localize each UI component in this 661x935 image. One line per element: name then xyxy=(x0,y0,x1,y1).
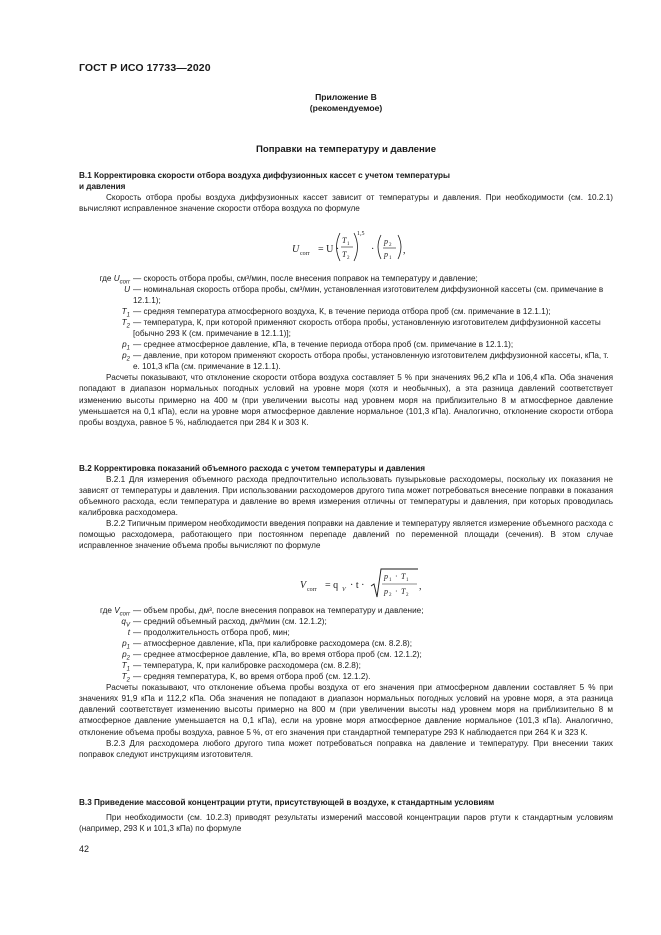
definition-symbol-sub: 2 xyxy=(126,677,130,684)
definition-text: — атмосферное давление, кПа, при калибровке расходомера (см. 8.2.8); xyxy=(133,639,413,649)
definition-symbol-sub: 2 xyxy=(126,356,130,363)
formula-1-eq: = U · xyxy=(318,244,340,255)
definition-text: — среднее атмосферное давление, кПа, во время отбора проб (см. 12.1.2); xyxy=(133,650,422,660)
definition-symbol: V xyxy=(114,606,120,615)
definition-row xyxy=(79,671,613,682)
definition-text: — номинальная скорость отбора пробы, см³/мин, установленная изготовителем диффузионной кассеты (см. примечание в 12.1.1); xyxy=(133,285,604,306)
section-b3 xyxy=(79,797,613,834)
formula-2-comma: , xyxy=(419,581,422,592)
definition-text: — средняя температура, К, во время отбора проб (см. 12.1.2). xyxy=(133,672,371,682)
definition-row xyxy=(79,605,613,616)
appendix-note: (рекомендуемое) xyxy=(309,103,383,113)
formula-2 xyxy=(290,566,440,602)
formula-1-p1-sub: 1 xyxy=(389,256,392,261)
definition-symbol-sub: 1 xyxy=(126,644,130,651)
formula-2-t2: T xyxy=(401,587,406,596)
formula-2-p1: p xyxy=(384,572,388,581)
definition-symbol-sub: 1 xyxy=(126,345,130,352)
definition-symbol: T xyxy=(121,318,127,328)
formula-2-t: · t · xyxy=(350,580,365,591)
formula-2-eq: = q xyxy=(325,580,339,591)
definition-row xyxy=(79,273,613,284)
definition-row xyxy=(79,339,613,350)
definition-symbol-sub: 1 xyxy=(126,666,130,673)
formula-1-p2: p xyxy=(384,237,388,246)
definition-symbol-sub: corr xyxy=(119,611,130,618)
formula-2-p2-sub: 2 xyxy=(389,593,392,598)
definition-symbol: p xyxy=(122,650,127,660)
formula-1-exponent: 1,5 xyxy=(357,231,365,237)
definition-symbol: p xyxy=(122,639,127,649)
svg-text:·: · xyxy=(395,587,398,596)
formula-1-t1-sub: 1 xyxy=(347,242,350,247)
definition-row xyxy=(79,649,613,660)
where-label: где xyxy=(99,606,112,615)
section-b2-paragraph-4: В.2.3 Для расходомера любого другого типа может потребоваться поправка на давление и температуру. При внесении таких поправок следуют инструкциям изготовителя. xyxy=(79,738,613,759)
definition-row xyxy=(79,306,613,317)
document-header: ГОСТ Р ИСО 17733—2020 xyxy=(79,62,211,74)
appendix-label: Приложение В xyxy=(315,92,377,102)
formula-2-q-sub: V xyxy=(342,587,346,593)
where-label: где xyxy=(99,274,112,283)
formula-1-t1: T xyxy=(342,236,347,245)
formula-1-p1: p xyxy=(384,250,388,259)
formula-2-t2-sub: 2 xyxy=(406,593,409,598)
definition-symbol-sub: 2 xyxy=(126,323,130,330)
formula-1-t2-sub: 2 xyxy=(347,256,350,261)
definition-symbol: t xyxy=(127,628,130,638)
section-b2-heading: В.2 Корректировка показаний объемного расхода с учетом температуры и давления xyxy=(79,464,425,473)
definition-symbol: U xyxy=(124,285,130,295)
section-b3-heading: В.3 Приведение массовой концентрации ртути, присутствующей в воздухе, к стандартным условиям xyxy=(79,798,495,807)
definition-symbol: U xyxy=(113,274,120,283)
definition-symbol: T xyxy=(121,661,127,671)
section-b3-paragraph-1: При необходимости (см. 10.2.3) приводят результаты измерений массовой концентрации паров ртути к стандартным условиям (например, 293 К и 101,3 кПа) по формуле xyxy=(79,813,613,834)
formula-1 xyxy=(280,226,440,268)
definition-row xyxy=(79,350,613,372)
definition-symbol: p xyxy=(122,340,127,350)
svg-text:,: , xyxy=(403,245,406,256)
section-b2-paragraph-3: Расчеты показывают, что отклонение объема пробы воздуха от его значения при атмосферном давлении составляет 5 % при значениях 91,9 кПа и 112,2 кПа. Оба значения не попадают в диапазон нормальных погодных условий на уровне моря, а эта разница давлений соответствует изменению высоты примерно на 800 м (при увеличении высоты над уровнем моря на приблизительно 8 м атмосферное давление уменьшается на 0,1 кПа), если на уровне моря атмосферное давление нормальное (101,3 кПа). Аналогично, отклонение объема пробы воздуха, равное 5 %, от его значения при стандартной температуре 293 К наблюдается при 264 К и 323 К. xyxy=(79,683,613,737)
definition-symbol-sub: corr xyxy=(119,279,130,286)
section-b1-definitions xyxy=(79,273,613,428)
definition-text: — скорость отбора пробы, см³/мин, после внесения поправок на температуру и давление; xyxy=(133,274,478,283)
formula-2-p1-sub: 1 xyxy=(389,578,392,583)
section-b2-definitions xyxy=(79,605,613,760)
definition-symbol: q xyxy=(121,617,126,627)
formula-1-t2: T xyxy=(342,250,347,259)
definition-row xyxy=(79,660,613,671)
svg-text:·: · xyxy=(371,244,375,255)
definition-symbol: p xyxy=(122,351,127,361)
definition-symbol-sub: V xyxy=(125,622,130,629)
formula-2-lhs-sub: corr xyxy=(307,587,317,593)
definition-row xyxy=(79,627,613,638)
definition-text: — давление, при котором применяют скорость отбора пробы, установленную изготовителем диффузионной кассеты, кПа, т. е. 101,3 кПа (см. примечание в 12.1.1). xyxy=(133,351,609,372)
formula-1-p2-sub: 2 xyxy=(389,243,392,248)
section-b1 xyxy=(79,170,613,214)
formula-2-lhs: V xyxy=(300,580,307,591)
definition-text: — средний объемный расход, дм³/мин (см. 12.1.2); xyxy=(133,617,327,627)
section-b1-paragraph-2: Расчеты показывают, что отклонение скорости отбора воздуха составляет 5 % при значениях 96,2 кПа и 106,4 кПа. Оба значения попадают в диапазон нормальных погодных условий на уровне моря (хотя и необычных), а эта разница давлений соответствует изменению высоты примерно на 400 м (при увеличении высоты над уровнем моря на приблизительно 8 м атмосферное давление уменьшается на 0,1 кПа), если на уровне моря атмосферное давление нормальное (101,3 кПа). Аналогично, отклонение скорости отбора пробы воздуха, равное 5 %, наблюдается при 284 К и 303 К. xyxy=(79,373,613,427)
section-b2 xyxy=(79,463,613,551)
definition-symbol: T xyxy=(121,307,127,317)
definition-text: — средняя температура атмосферного воздуха, К, в течение периода отбора проб (см. примечание в 12.1.1); xyxy=(133,307,551,317)
definition-text: — среднее атмосферное давление, кПа, в течение периода отбора проб (см. примечание в 12.1.1); xyxy=(133,340,514,350)
formula-2-t1: T xyxy=(401,572,406,581)
section-b2-paragraph-1: В.2.1 Для измерения объемного расхода предпочтительно использовать пузырьковые расходомеры, поскольку их показания не зависят от температуры и давления. При использовании расходомеров другого типа может потребоваться внесение поправки в показания объемного расхода, если температура и давление во время измерения отличны от температуры и давления, при которых проводилась калибровка расходомера. xyxy=(79,475,613,518)
section-b1-heading-1: В.1 Корректировка скорости отбора воздуха диффузионных кассет с учетом температуры xyxy=(79,171,451,180)
section-b1-paragraph-1: Скорость отбора пробы воздуха диффузионных кассет зависит от температуры и давления. При необходимости (см. 10.2.1) вычисляют исправленное значение скорости отбора воздуха по формуле xyxy=(79,193,613,214)
formula-2-p2: p xyxy=(384,587,388,596)
definition-text: — температура, К, при калибровке расходомера (см. 8.2.8); xyxy=(133,661,361,671)
definition-symbol: T xyxy=(121,672,127,682)
definition-row xyxy=(79,638,613,649)
formula-1-lhs: U xyxy=(292,244,300,255)
definition-text: — температура, К, при которой применяют скорость отбора пробы, установленную изготовителем диффузионной кассеты [обычно 293 К (см. примечание в 12.1.1)]; xyxy=(133,318,601,339)
section-b2-paragraph-2: В.2.2 Типичным примером необходимости введения поправки на давление и температуру является измерение объемного расхода с помощью расходомера, работающего при постоянном перепаде давлений по переменной площади (сечения). В этом случае исправленное значение объема пробы вычисляют по формуле xyxy=(79,519,613,551)
definition-row xyxy=(79,284,613,306)
definition-symbol-sub: 2 xyxy=(126,655,130,662)
definition-text: — продолжительность отбора проб, мин; xyxy=(133,628,290,638)
definition-row xyxy=(79,616,613,627)
section-b1-heading-2: и давления xyxy=(79,182,126,192)
page-number: 42 xyxy=(79,844,90,854)
svg-text:·: · xyxy=(395,572,398,581)
definition-symbol-sub: 1 xyxy=(126,312,130,319)
formula-2-t1-sub: 1 xyxy=(406,578,409,583)
definition-text: — объем пробы, дм³, после внесения поправок на температуру и давление; xyxy=(133,606,424,615)
definition-row xyxy=(79,317,613,339)
formula-1-lhs-sub: corr xyxy=(300,251,310,257)
appendix-title: Поправки на температуру и давление xyxy=(255,144,437,155)
